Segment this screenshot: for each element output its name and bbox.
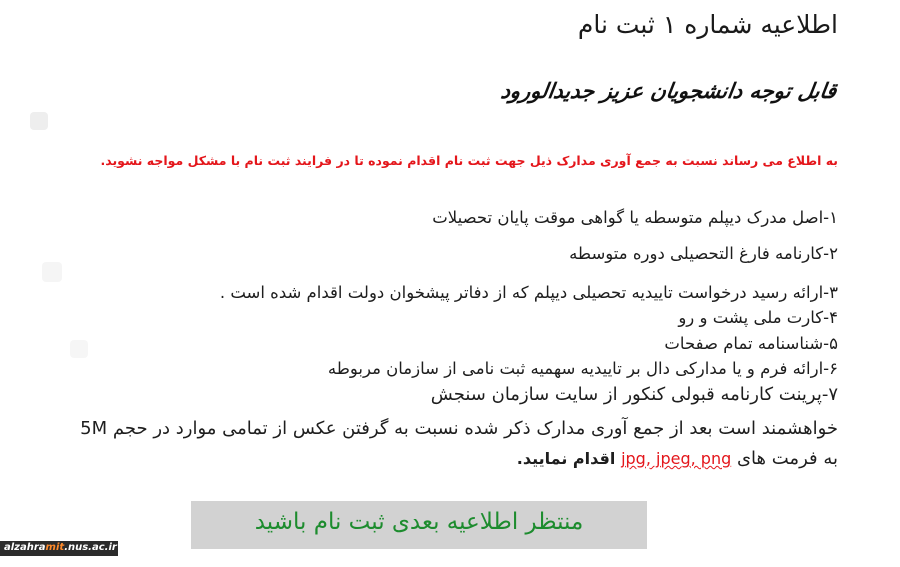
requirement-item: ۱-اصل مدرک دیپلم متوسطه یا گواهی موقت پایان تحصیلات: [432, 208, 838, 227]
site-accent: mit: [45, 542, 65, 553]
site-suffix: .nus.ac.ir: [64, 542, 117, 553]
announcement-title: اطلاعیه شماره ۱ ثبت نام: [577, 10, 838, 39]
faint-watermark-mark: [30, 112, 48, 130]
await-banner: [191, 501, 647, 549]
site-watermark-text: [4, 542, 117, 553]
announcement-notice: به اطلاع می رساند نسبت به جمع آوری مدارک ذیل جهت ثبت نام اقدام نموده تا در فرایند ثبت نام با مشکل مواجه نشوید.: [100, 153, 838, 168]
site-prefix: alzahra: [4, 542, 46, 553]
note-text: خواهشمند است بعد از جمع آوری مدارک ذکر شده نسبت به گرفتن عکس از تمامی موارد در حجم: [112, 418, 838, 439]
note-formats: jpg, jpeg, png: [621, 449, 732, 468]
requirement-item: ۷-پرینت کارنامه قبولی کنکور از سایت سازمان سنجش: [430, 384, 838, 405]
requirement-item: ۶-ارائه فرم و یا مدارکی دال بر تاییدیه سهمیه ثبت نامی از سازمان مربوطه: [327, 359, 838, 378]
requirement-item: ۵-شناسنامه تمام صفحات: [664, 334, 838, 353]
note-action: اقدام نمایید.: [516, 449, 616, 468]
announcement-subtitle: قابل توجه دانشجویان عزیز جدیدالورود: [498, 78, 838, 103]
submission-note: [18, 414, 838, 474]
faint-watermark-mark: [70, 340, 88, 358]
requirement-item: ۳-ارائه رسید درخواست تاییدیه تحصیلی دیپلم که از دفاتر پیشخوان دولت اقدام شده است .: [219, 283, 838, 302]
faint-watermark-mark: [42, 262, 62, 282]
note-formats-prefix: به فرمت های: [736, 448, 838, 469]
requirement-item: ۲-کارنامه فارغ التحصیلی دوره متوسطه: [569, 244, 838, 263]
requirement-item: ۴-کارت ملی پشت و رو: [678, 308, 838, 327]
await-message: منتظر اطلاعیه بعدی ثبت نام باشید: [254, 509, 584, 535]
note-size: 5M: [80, 418, 108, 439]
site-watermark: [0, 541, 118, 556]
